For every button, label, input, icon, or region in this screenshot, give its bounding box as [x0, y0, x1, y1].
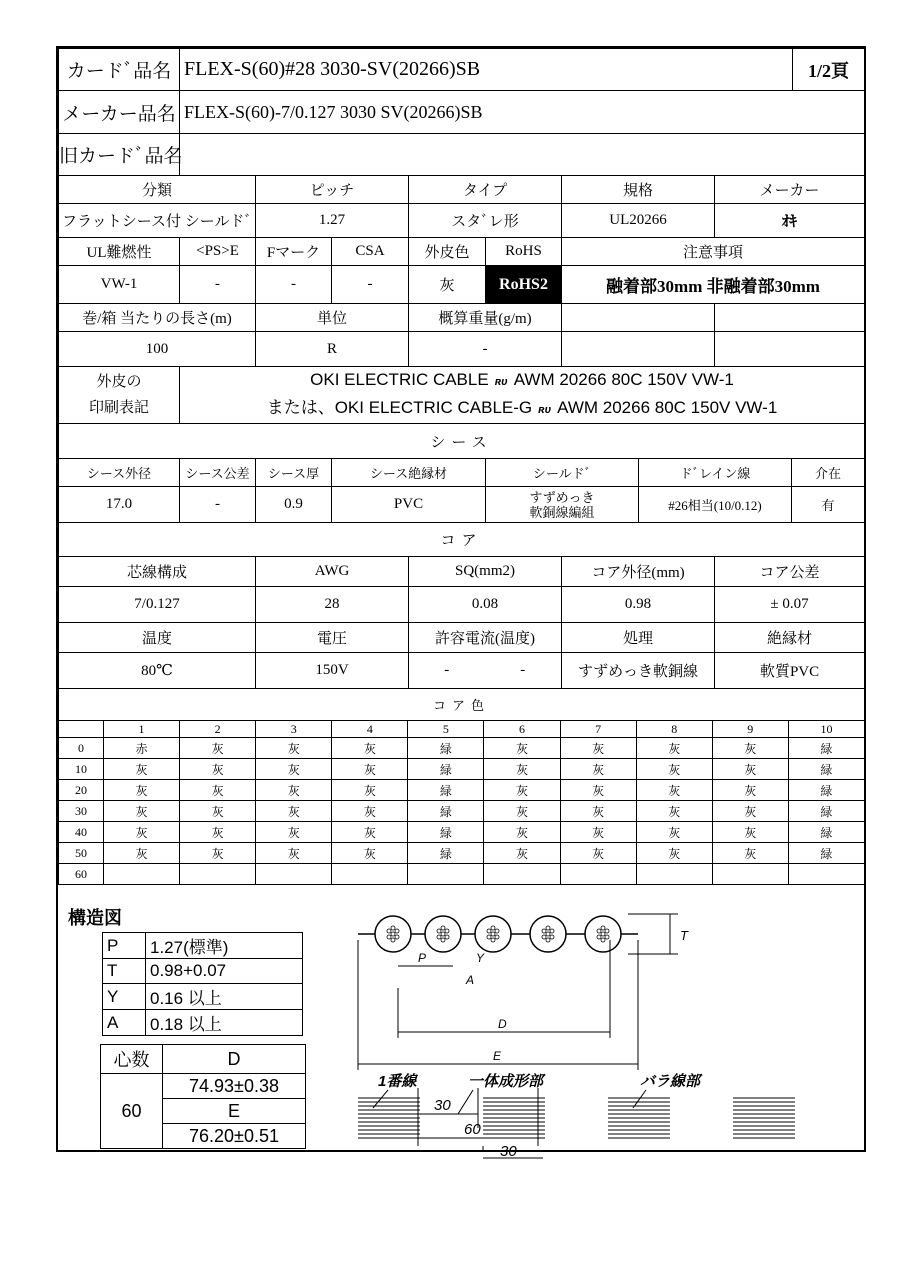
reel-value-weight: -: [409, 332, 562, 367]
core-color-cell: [484, 864, 560, 885]
core-value-awg: 28: [256, 587, 409, 623]
sheath-value-filler: 有: [792, 487, 865, 523]
core-color-cell: 赤: [104, 738, 180, 759]
ul-label-fmark: Fマーク: [256, 238, 332, 266]
dimension-table: [102, 932, 303, 1036]
core-color-cell: 灰: [484, 738, 560, 759]
core-circle: [585, 916, 621, 952]
printing-label-line1: 外皮の: [96, 374, 142, 390]
core-color-cell: 灰: [332, 738, 408, 759]
reel-empty-3: [562, 332, 715, 367]
dimension-value: 0.18 以上: [146, 1010, 303, 1036]
core-label-conductor: 芯線構成: [59, 557, 256, 587]
label-p: P: [418, 951, 427, 965]
sheath-value-od: 17.0: [59, 487, 180, 523]
core-color-cell: 灰: [712, 843, 788, 864]
core-color-cell: 緑: [788, 759, 864, 780]
core-value-current: -: [409, 653, 485, 689]
core-color-row: [59, 843, 865, 864]
core-color-cell: 灰: [256, 759, 332, 780]
core-label-temp: 温度: [59, 623, 256, 653]
core-color-cell: 灰: [484, 780, 560, 801]
reel-empty-2: [715, 304, 865, 332]
sheath-label-shield: シールドﾞ: [486, 459, 639, 487]
core-count-label: 心数: [101, 1045, 163, 1074]
core-circle: [425, 916, 461, 952]
core-color-cell: 緑: [788, 801, 864, 822]
core-value-temp: 80℃: [59, 653, 256, 689]
reel-table: [58, 303, 865, 367]
label-y: Y: [476, 951, 485, 965]
maker-name-label: メーカー品名: [59, 91, 180, 134]
dimension-key: P: [103, 933, 146, 959]
dimension-row: [103, 1010, 303, 1036]
dimension-row: [103, 959, 303, 984]
sheath-label-thickness: シース厚: [256, 459, 332, 487]
core-color-cell: 灰: [712, 759, 788, 780]
core-color-cell: 灰: [636, 801, 712, 822]
core-color-cell: [788, 864, 864, 885]
core-color-cell: 灰: [332, 822, 408, 843]
core-color-cell: 灰: [712, 801, 788, 822]
core-color-col: 3: [256, 721, 332, 738]
e-label: E: [163, 1099, 306, 1124]
core-color-row-start: 10: [59, 759, 104, 780]
dim-30-label: 30: [434, 1097, 451, 1114]
reel-empty-4: [715, 332, 865, 367]
rohs-badge: RoHS2: [486, 266, 562, 304]
core-value-od: 0.98: [562, 587, 715, 623]
core-color-row-start: 60: [59, 864, 104, 885]
core-color-row-start: 40: [59, 822, 104, 843]
core-value-treatment: すずめっき軟銅線: [562, 653, 715, 689]
core-color-title: コア色: [59, 689, 865, 721]
core-value-voltage: 150V: [256, 653, 409, 689]
printing-line-2-maker: または、OKI ELECTRIC CABLE-G: [266, 398, 533, 417]
core-color-cell: 灰: [332, 801, 408, 822]
core-color-cell: 灰: [712, 822, 788, 843]
sheath-value-drain: #26相当(10/0.12): [639, 487, 792, 523]
core-color-cell: 灰: [484, 822, 560, 843]
ul-value-pse: -: [180, 266, 256, 304]
dimension-key: T: [103, 959, 146, 984]
core-color-cell: 緑: [788, 822, 864, 843]
core-color-col: 6: [484, 721, 560, 738]
core-label-tol: コア公差: [715, 557, 865, 587]
core-color-cell: 灰: [484, 801, 560, 822]
core-color-cell: 緑: [408, 738, 484, 759]
label-d: D: [498, 1017, 507, 1031]
core-color-cell: 灰: [484, 843, 560, 864]
spec-label-standard: 規格: [562, 176, 715, 204]
core-color-cell: [408, 864, 484, 885]
strip-dimensions: [408, 1088, 628, 1148]
core-color-cell: 緑: [788, 843, 864, 864]
core-color-cell: 灰: [256, 843, 332, 864]
spec-value-type: スタﾞレ形: [409, 204, 562, 238]
printing-line-1: [180, 367, 864, 395]
core-color-cell: [560, 864, 636, 885]
core-label-voltage: 電圧: [256, 623, 409, 653]
header-table: [58, 48, 865, 91]
core-color-col: 2: [180, 721, 256, 738]
core-color-col: 8: [636, 721, 712, 738]
core-color-cell: 灰: [712, 738, 788, 759]
old-card-name-label: 旧カードﾞ品名: [59, 134, 180, 176]
core-color-cell: 灰: [180, 843, 256, 864]
spec-table: [58, 175, 865, 238]
core-color-cell: 灰: [256, 822, 332, 843]
core-color-cell: 緑: [408, 822, 484, 843]
core-color-cell: 灰: [104, 843, 180, 864]
core-color-cell: [256, 864, 332, 885]
core-color-row: [59, 738, 865, 759]
core-color-row: [59, 780, 865, 801]
dimension-row: [103, 984, 303, 1010]
core-count-table: [100, 1044, 306, 1149]
d-value: 74.93±0.38: [163, 1074, 306, 1099]
core-color-col: 7: [560, 721, 636, 738]
core-color-cell: 灰: [636, 738, 712, 759]
core-circle: [530, 916, 566, 952]
core-color-cell: 灰: [104, 759, 180, 780]
sheath-label-tol: シース公差: [180, 459, 256, 487]
spec-value-category: フラットシース付 シールドﾞ: [59, 204, 256, 238]
ul-label-sheath-color: 外皮色: [409, 238, 486, 266]
core-color-cell: 灰: [104, 780, 180, 801]
core-color-cell: [332, 864, 408, 885]
reel-empty-1: [562, 304, 715, 332]
label-t: T: [680, 928, 688, 943]
core-color-row-start: 50: [59, 843, 104, 864]
label-a: A: [466, 973, 475, 987]
core-color-cell: [104, 864, 180, 885]
core-color-cell: 灰: [256, 738, 332, 759]
core-label-od: コア外径(mm): [562, 557, 715, 587]
sheath-table: [58, 423, 865, 523]
e-value: 76.20±0.51: [163, 1124, 306, 1149]
label-molded: 一体成形部: [468, 1073, 544, 1090]
label-first-wire: 1番線: [378, 1073, 417, 1090]
sheath-label-filler: 介在: [792, 459, 865, 487]
reel-label-weight: 概算重量(g/m): [409, 304, 562, 332]
core-color-col: 1: [104, 721, 180, 738]
sheath-label-material: シース絶縁材: [332, 459, 486, 487]
label-e: E: [493, 1049, 502, 1063]
spec-label-category: 分類: [59, 176, 256, 204]
core-color-cell: 灰: [104, 801, 180, 822]
core-color-cell: 灰: [636, 843, 712, 864]
core-color-col: 4: [332, 721, 408, 738]
core-color-cell: 緑: [408, 801, 484, 822]
spec-value-maker: ｵｷ: [715, 204, 865, 238]
core-color-cell: 灰: [560, 738, 636, 759]
structure-title: 構造図: [68, 908, 122, 928]
core-color-cell: [636, 864, 712, 885]
core-color-cell: 灰: [560, 822, 636, 843]
core-color-col: 10: [788, 721, 864, 738]
dimension-key: Y: [103, 984, 146, 1010]
core-color-cell: 灰: [636, 780, 712, 801]
printing-label: [59, 367, 180, 424]
dimension-key: A: [103, 1010, 146, 1036]
reel-value-unit: R: [256, 332, 409, 367]
card-name-value: FLEX-S(60)#28 3030-SV(20266)SB: [180, 49, 793, 91]
printing-value: [180, 367, 865, 424]
core-color-cell: 灰: [636, 822, 712, 843]
ul-label-notes: 注意事項: [562, 238, 865, 266]
core-value-tol: ± 0.07: [715, 587, 865, 623]
core-value-conductor: 7/0.127: [59, 587, 256, 623]
core-label-awg: AWG: [256, 557, 409, 587]
core-color-table: [58, 688, 865, 885]
ul-table: [58, 237, 865, 304]
core-color-cell: 緑: [788, 738, 864, 759]
printing-label-line2: 印刷表記: [88, 400, 149, 416]
ul-value-notes: 融着部30mm 非融着部30mm: [562, 266, 865, 304]
ul-value-sheath-color: 灰: [409, 266, 486, 304]
core-color-cell: 灰: [712, 780, 788, 801]
core-color-cell: 緑: [408, 780, 484, 801]
printing-table: [58, 366, 865, 424]
sheath-section-title: シース: [59, 424, 865, 459]
dimension-value: 1.27(標準): [146, 933, 303, 959]
sheath-value-shield: すずめっき 軟銅線編組: [486, 487, 639, 523]
core-color-cell: 緑: [408, 843, 484, 864]
core-color-row-start: 30: [59, 801, 104, 822]
reel-label-unit: 単位: [256, 304, 409, 332]
sheath-value-thickness: 0.9: [256, 487, 332, 523]
sheath-value-tol: -: [180, 487, 256, 523]
d-label: D: [163, 1045, 306, 1074]
core-color-cell: 灰: [104, 822, 180, 843]
core-color-cell: 灰: [560, 759, 636, 780]
dimension-value: 0.98+0.07: [146, 959, 303, 984]
core-color-cell: 灰: [636, 759, 712, 780]
core-circle: [475, 916, 511, 952]
core-color-cell: 灰: [560, 801, 636, 822]
core-color-cell: 灰: [560, 780, 636, 801]
spec-value-standard: UL20266: [562, 204, 715, 238]
spec-value-pitch: 1.27: [256, 204, 409, 238]
core-section-title: コア: [59, 523, 865, 557]
core-label-treatment: 処理: [562, 623, 715, 653]
core-color-row: [59, 759, 865, 780]
dimension-value: 0.16 以上: [146, 984, 303, 1010]
core-color-row: [59, 864, 865, 885]
core-color-cell: 灰: [332, 780, 408, 801]
printing-line-1-maker: OKI ELECTRIC CABLE: [310, 370, 489, 389]
core-color-cell: 灰: [256, 801, 332, 822]
printing-line-2: [180, 395, 864, 423]
ul-label-pse: <PS>E: [180, 238, 256, 266]
old-card-name-value: [180, 134, 865, 176]
core-circle: [375, 916, 411, 952]
core-color-cell: 灰: [256, 780, 332, 801]
core-color-row-start: 0: [59, 738, 104, 759]
spec-label-type: タイプ: [409, 176, 562, 204]
core-table: [58, 522, 865, 689]
core-color-cell: 灰: [180, 801, 256, 822]
core-color-cell: 灰: [332, 759, 408, 780]
card-name-label: カードﾞ品名: [59, 49, 180, 91]
core-color-col: 5: [408, 721, 484, 738]
dim-60-label: 60: [464, 1121, 481, 1138]
core-color-cell: 緑: [408, 759, 484, 780]
reel-label-length: 巻/箱 当たりの長さ(m): [59, 304, 256, 332]
spec-sheet: [56, 46, 866, 1160]
core-label-insulation: 絶縁材: [715, 623, 865, 653]
maker-table: [58, 90, 865, 176]
core-color-cell: 灰: [332, 843, 408, 864]
sheath-label-drain: ドﾞレイン線: [639, 459, 792, 487]
core-color-cell: 灰: [180, 822, 256, 843]
ul-label-csa: CSA: [332, 238, 409, 266]
core-color-row: [59, 801, 865, 822]
spec-label-pitch: ピッチ: [256, 176, 409, 204]
core-color-cell: [712, 864, 788, 885]
ribbon-strip: [733, 1098, 795, 1138]
core-color-row-start: 20: [59, 780, 104, 801]
core-label-current: 許容電流(温度): [409, 623, 562, 653]
core-label-sq: SQ(mm2): [409, 557, 562, 587]
core-color-cell: 灰: [560, 843, 636, 864]
core-color-cell: 灰: [180, 780, 256, 801]
dimension-row: [103, 933, 303, 959]
core-value-insulation: 軟質PVC: [715, 653, 865, 689]
core-color-cell: 灰: [484, 759, 560, 780]
core-color-cell: 灰: [180, 759, 256, 780]
core-value-sq: 0.08: [409, 587, 562, 623]
maker-name-value: FLEX-S(60)-7/0.127 3030 SV(20266)SB: [180, 91, 865, 134]
ul-label-flame: UL難燃性: [59, 238, 180, 266]
ul-value-csa: -: [332, 266, 409, 304]
core-value-current-temp: -: [485, 653, 562, 689]
core-color-row: [59, 822, 865, 843]
core-count-value: 60: [101, 1074, 163, 1149]
ul-recognized-mark-icon: ʀᴜ: [538, 404, 552, 416]
page-number: 1/2頁: [793, 49, 865, 91]
printing-line-2-rating: AWM 20266 80C 150V VW-1: [557, 398, 778, 417]
ul-value-fmark: -: [256, 266, 332, 304]
core-color-cell: [180, 864, 256, 885]
dim-30: 30: [500, 1143, 517, 1160]
spec-label-maker: メーカー: [715, 176, 865, 204]
ul-value-flame: VW-1: [59, 266, 180, 304]
sheath-label-od: シース外径: [59, 459, 180, 487]
sheath-value-material: PVC: [332, 487, 486, 523]
core-color-corner: [59, 721, 104, 738]
label-loose: バラ線部: [640, 1073, 701, 1090]
ul-label-rohs: RoHS: [486, 238, 562, 266]
core-color-cell: 緑: [788, 780, 864, 801]
printing-line-1-rating: AWM 20266 80C 150V VW-1: [513, 370, 734, 389]
core-color-col: 9: [712, 721, 788, 738]
reel-value-length: 100: [59, 332, 256, 367]
ul-recognized-mark-icon: ʀᴜ: [494, 376, 508, 388]
core-color-cell: 灰: [180, 738, 256, 759]
